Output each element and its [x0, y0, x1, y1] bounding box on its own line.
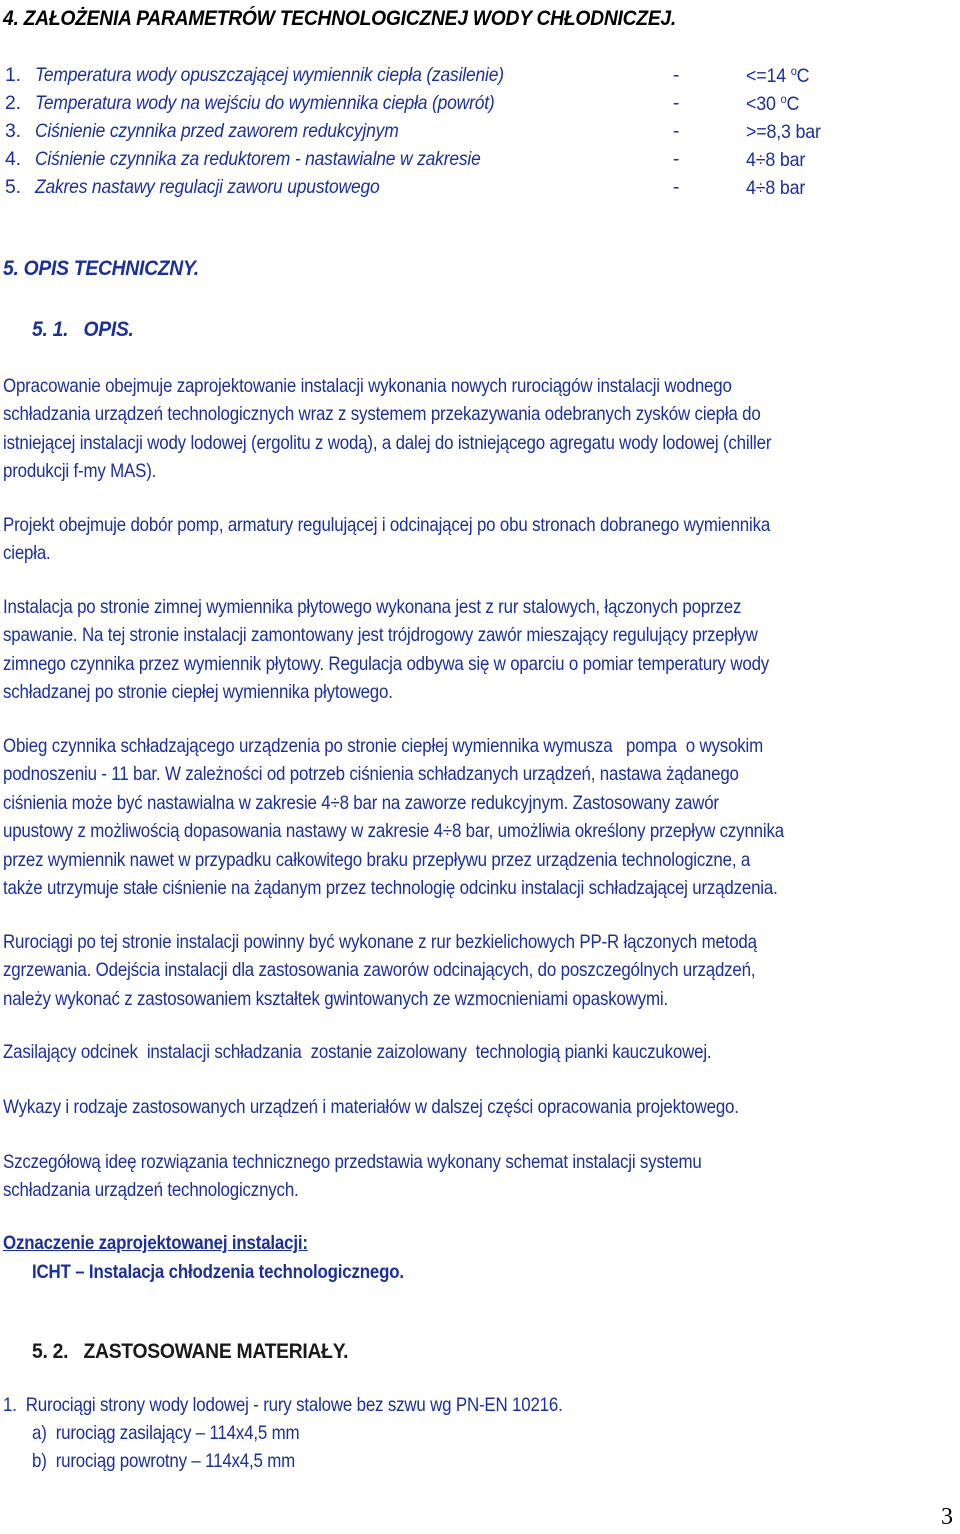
- parameter-value: >=8,3 bar: [746, 121, 821, 143]
- parameter-number: 4.: [5, 148, 21, 170]
- paragraph-cold-side: Instalacja po stronie zimnej wymiennika płytowego wykonana jest z rur stalowych, łączonych poprzez spawanie. Na tej stronie instalacji zamontowany jest trójdrogowy zawór mieszający regulujący przepływ zimnego czynnika przez wymiennik płytowy. Regulacja odbywa się w oparciu o pomiar temperatury wody schładzanej po stronie ciepłej wymiennika płytowego.: [3, 597, 770, 704]
- parameter-value: 4÷8 bar: [746, 177, 806, 199]
- designation-value: ICHT – Instalacja chłodzenia technologicznego.: [32, 1262, 404, 1283]
- parameter-text: Zakres nastawy regulacji zaworu upustowego: [35, 176, 380, 198]
- parameter-value: <30 $^o$C: [746, 92, 800, 115]
- parameter-text: Temperatura wody opuszczającej wymiennik ciepła (zasilenie): [35, 64, 504, 86]
- parameter-dash: -: [673, 120, 680, 142]
- parameter-item: [5, 64, 905, 90]
- parameter-item: [5, 120, 905, 146]
- designation-label: Oznaczenie zaprojektowanej instalacji:: [3, 1233, 308, 1254]
- parameter-text: Ciśnienie czynnika za reduktorem - nastawialne w zakresie: [35, 148, 481, 170]
- section-5-title: 5. OPIS TECHNICZNY.: [3, 257, 199, 280]
- parameter-dash: -: [673, 64, 680, 86]
- parameter-dash: -: [673, 92, 680, 114]
- parameter-text: Temperatura wody na wejściu do wymiennika ciepła (powrót): [35, 92, 495, 114]
- parameter-number: 1.: [5, 64, 21, 86]
- parameter-dash: -: [673, 176, 680, 198]
- page-number: 3: [941, 1504, 953, 1530]
- parameter-number: 5.: [5, 176, 21, 198]
- paragraph-pumps: Projekt obejmuje dobór pomp, armatury regulującej i odcinającej po obu stronach dobranego wymiennika ciepła.: [3, 515, 771, 565]
- parameter-text: Ciśnienie czynnika przed zaworem redukcyjnym: [35, 120, 399, 142]
- paragraph-lists: Wykazy i rodzaje zastosowanych urządzeń i materiałów w dalszej części opracowania projektowego.: [3, 1097, 739, 1118]
- parameter-item: [5, 176, 905, 202]
- materials-item-a: a) rurociąg zasilający – 114x4,5 mm: [32, 1423, 300, 1444]
- paragraph-schematic: Szczegółową ideę rozwiązania technicznego przedstawia wykonany schemat instalacji systemu schładzania urządzeń technologicznych.: [3, 1152, 702, 1202]
- materials-item-b: b) rurociąg powrotny – 114x4,5 mm: [32, 1451, 296, 1472]
- paragraph-insulation: Zasilający odcinek instalacji schładzania zostanie zaizolowany technologią pianki kauczukowej.: [3, 1042, 712, 1063]
- parameter-number: 2.: [5, 92, 21, 114]
- paragraph-piping: Rurociągi po tej stronie instalacji powinny być wykonane z rur bezkielichowych PP-R łączonych metodą zgrzewania. Odejścia instalacji dla zastosowania zaworów odcinających, do poszczególnych urządzeń, należy wykonać z zastosowaniem kształtek gwintowanych ze wzmocnieniami opaskowymi.: [3, 932, 757, 1010]
- parameter-dash: -: [673, 148, 680, 170]
- parameter-value: 4÷8 bar: [746, 149, 806, 171]
- materials-item-1: 1. Rurociągi strony wody lodowej - rury stalowe bez szwu wg PN-EN 10216.: [3, 1395, 563, 1416]
- parameter-number: 3.: [5, 120, 21, 142]
- paragraph-scope: Opracowanie obejmuje zaprojektowanie instalacji wykonania nowych rurociągów instalacji wodnego schładzania urządzeń technologicznych wraz z systemem przekazywania odebranych zysków ciepła do istniejącej instalacji wody lodowej (ergolitu z wodą), a dalej do istniejącego agregatu wody lodowej (chiller produkcji f-my MAS).: [3, 376, 772, 483]
- subsection-5-1-title: 5. 1. OPIS.: [32, 318, 134, 341]
- section-4-title: 4. ZAŁOŻENIA PARAMETRÓW TECHNOLOGICZNEJ WODY CHŁODNICZEJ.: [3, 7, 677, 30]
- parameter-item: [5, 92, 905, 118]
- paragraph-warm-side: Obieg czynnika schładzającego urządzenia po stronie ciepłej wymiennika wymusza pompa o wysokim podnoszeniu - 11 bar. W zależności od potrzeb ciśnienia schładzanych urządzeń, nastawa żądanego ciśnienia może być nastawialna w zakresie 4÷8 bar na zaworze redukcyjnym. Zastosowany zawór upustowy z możliwością dopasowania nastawy w zakresie 4÷8 bar, umożliwia określony przepływ czynnika przez wymiennik nawet w przypadku całkowitego braku przepływu przez urządzenia technologiczne, a także utrzymuje stałe ciśnienie na żądanym przez technologię odcinku instalacji schładzającej urządzenia.: [3, 736, 784, 900]
- subsection-5-2-title: 5. 2. ZASTOSOWANE MATERIAŁY.: [32, 1340, 349, 1363]
- parameter-value: <=14 $^o$C: [746, 64, 810, 87]
- parameter-item: [5, 148, 905, 174]
